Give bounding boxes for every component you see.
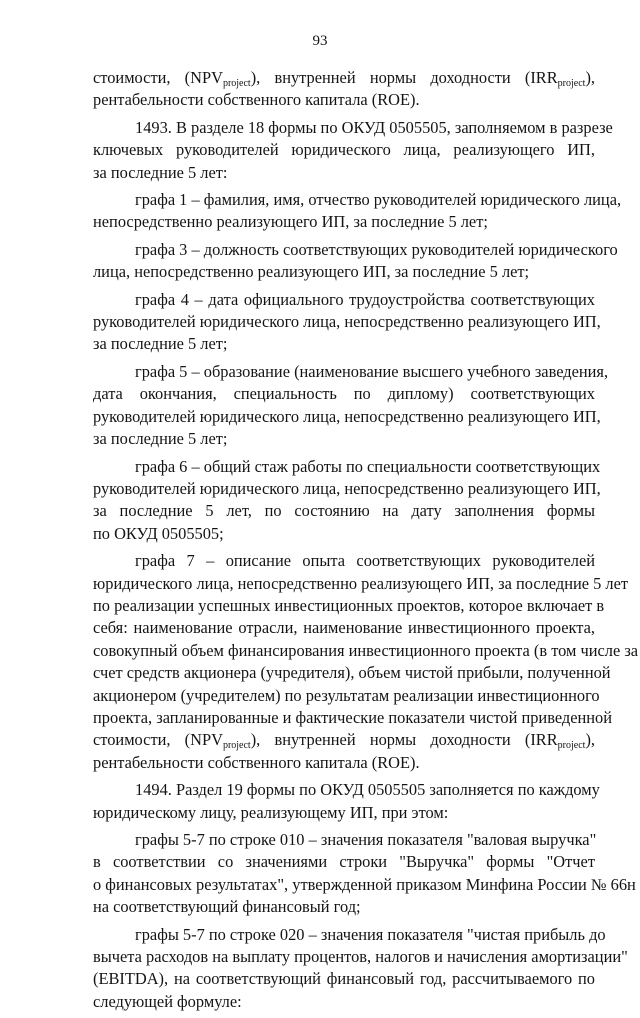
paragraph xyxy=(93,117,613,184)
text-line: 1493. В разделе 18 формы по ОКУД 0505505, заполняемом в разрезе xyxy=(135,117,613,137)
paragraph xyxy=(93,239,618,284)
text-line: за последние 5 лет, по состоянию на дату заполнения формы xyxy=(93,501,595,521)
text-line: руководителей юридического лица, непосредственно реализующего ИП, xyxy=(93,312,601,332)
text-line: в соответствии со значениями строки "Выручка" формы "Отчет xyxy=(93,852,595,872)
paragraph xyxy=(93,289,601,356)
text-line: счет средств акционера (учредителя), объем чистой прибыли, полученной xyxy=(93,663,611,683)
text-line: юридического лица, непосредственно реализующего ИП, за последние 5 лет xyxy=(93,573,629,593)
text-line: за последние 5 лет; xyxy=(93,334,228,354)
text-line: графа 4 – дата официального трудоустройства соответствующих xyxy=(135,289,595,309)
paragraph xyxy=(93,361,609,451)
text-line: дата окончания, специальность по диплому) соответствующих xyxy=(93,384,595,404)
paragraph xyxy=(93,67,595,112)
text-line: по ОКУД 0505505; xyxy=(93,523,224,543)
text-line: графа 5 – образование (наименование высшего учебного заведения, xyxy=(135,361,609,381)
text-line: по реализации успешных инвестиционных проектов, которое включает в xyxy=(93,595,605,615)
text-line: графы 5-7 по строке 010 – значения показателя "валовая выручка" xyxy=(135,830,597,849)
text-line: 1494. Раздел 19 формы по ОКУД 0505505 заполняется по каждому xyxy=(135,780,600,800)
text-line: акционером (учредителем) по результатам реализации инвестиционного xyxy=(93,685,600,705)
text-line: графы 5-7 по строке 020 – значения показателя "чистая прибыль до xyxy=(135,924,606,944)
paragraph xyxy=(93,456,601,546)
text-line: графа 6 – общий стаж работы по специальности соответствующих xyxy=(135,456,601,476)
text-line: совокупный объем финансирования инвестиционного проекта (в том числе за xyxy=(93,640,639,660)
paragraph xyxy=(93,829,636,919)
text-line: на соответствующий финансовый год; xyxy=(93,897,361,917)
text-line: руководителей юридического лица, непосредственно реализующего ИП, xyxy=(93,478,601,498)
paragraph xyxy=(93,550,639,774)
text-line: за последние 5 лет; xyxy=(93,429,228,449)
paragraph xyxy=(93,924,628,1014)
document-body xyxy=(93,67,639,1018)
paragraph xyxy=(93,189,622,234)
text-line: лица, непосредственно реализующего ИП, за последние 5 лет; xyxy=(93,262,530,282)
text-line: стоимости, $(NPV_{project})$, внутренней нормы доходности $(IRR_{project})$, xyxy=(93,730,595,752)
text-line: рентабельности собственного капитала (ROE). xyxy=(93,752,420,772)
text-line: рентабельности собственного капитала (ROE). xyxy=(93,90,420,110)
text-line: графа 3 – должность соответствующих руководителей юридического xyxy=(135,239,618,259)
text-line: графа 7 – описание опыта соответствующих руководителей xyxy=(135,551,595,571)
text-line: непосредственно реализующего ИП, за последние 5 лет; xyxy=(93,212,488,232)
text-line: ключевых руководителей юридического лица, реализующего ИП, xyxy=(93,140,595,160)
text-line: руководителей юридического лица, непосредственно реализующего ИП, xyxy=(93,406,601,426)
page-number: 93 xyxy=(312,33,328,49)
text-line: стоимости, $(NPV_{project})$, внутренней нормы доходности $(IRR_{project})$, xyxy=(93,68,595,89)
text-line: за последние 5 лет: xyxy=(93,162,228,182)
text-line: проекта, запланированные и фактические показатели чистой приведенной xyxy=(93,707,613,727)
text-line: вычета расходов на выплату процентов, налогов и начисления амортизации" xyxy=(93,947,628,967)
paragraph xyxy=(93,779,600,824)
text-line: (EBITDA), на соответствующий финансовый год, рассчитываемого по xyxy=(93,969,595,989)
text-line: о финансовых результатах", утвержденной приказом Минфина России № 66н xyxy=(93,874,636,894)
text-line: следующей формуле: xyxy=(93,991,242,1011)
text-line: графа 1 – фамилия, имя, отчество руководителей юридического лица, xyxy=(135,190,622,210)
text-line: юридическому лицу, реализующему ИП, при этом: xyxy=(93,802,449,822)
text-line: себя: наименование отрасли, наименование инвестиционного проекта, xyxy=(93,618,595,638)
